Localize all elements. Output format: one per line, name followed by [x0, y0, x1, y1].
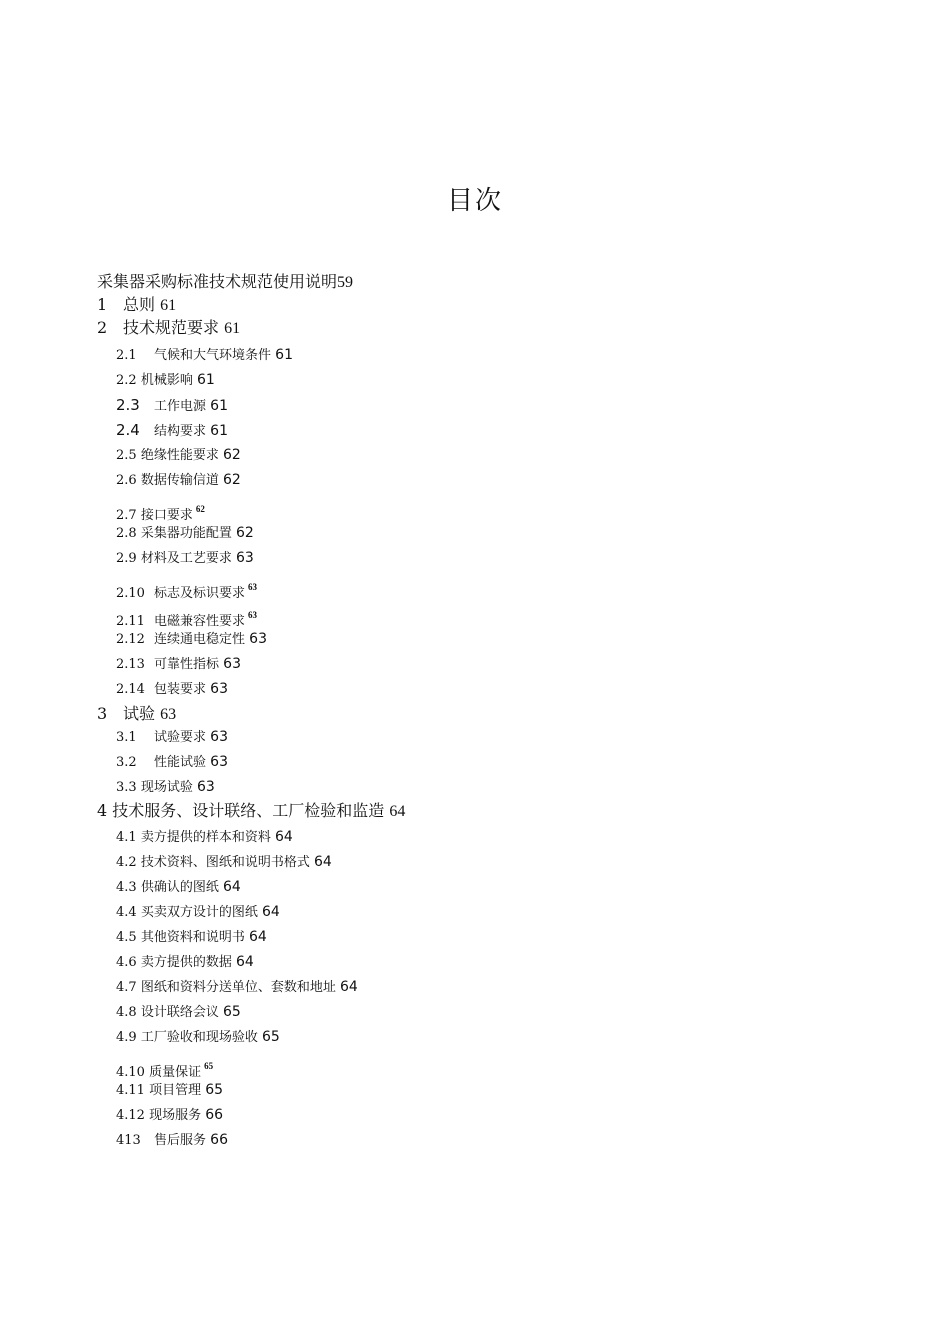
toc-entry-page: 62 [195, 504, 205, 514]
toc-entry-text: 接口要求 [140, 508, 193, 523]
toc-entry-4-5[interactable] [97, 925, 857, 950]
toc-entry-3-1[interactable] [97, 725, 857, 750]
toc-entry-text: 卖方提供的数据 [140, 955, 232, 970]
toc-entry-4-11[interactable] [97, 1078, 857, 1103]
toc-entry-page: 63 [210, 681, 228, 697]
toc-entry-number: 4.7 [116, 980, 137, 995]
toc-entry-2-12[interactable] [97, 627, 857, 652]
toc-entry-number: 2.5 [116, 448, 137, 463]
toc-entry-text: 供确认的图纸 [140, 880, 219, 895]
toc-entry-4-9[interactable] [97, 1025, 857, 1050]
toc-entry-text: 总则 [123, 295, 156, 314]
toc-entry-2-4[interactable] [97, 418, 857, 443]
toc-entry-page: 64 [235, 954, 254, 970]
toc-entry-number: 2.10 [116, 586, 145, 601]
toc-entry-4-12[interactable] [97, 1103, 857, 1128]
toc-entry-text: 技术服务、设计联络、工厂检验和监造 [112, 801, 385, 820]
toc-entry-intro[interactable] [97, 270, 857, 293]
toc-entry-number: 2.2 [116, 373, 137, 388]
toc-entry-text: 设计联络会议 [140, 1005, 219, 1020]
toc-entry-page: 64 [313, 854, 332, 870]
toc-entry-4-2[interactable] [97, 850, 857, 875]
toc-entry-number: 4.12 [116, 1108, 145, 1123]
toc-entry-number: 2.9 [116, 551, 137, 566]
toc-entry-page: 64 [248, 929, 267, 945]
toc-entry-page: 63 [235, 550, 254, 566]
toc-entry-text: 售后服务 [154, 1133, 207, 1148]
toc-entry-text: 试验 [123, 704, 156, 723]
toc-entry-page: 62 [222, 447, 241, 463]
toc-entry-number: 3 [97, 704, 108, 723]
toc-entry-4-7[interactable] [97, 975, 857, 1000]
toc-entry-page: 66 [205, 1107, 224, 1123]
toc-entry-2-5[interactable] [97, 443, 857, 468]
toc-entry-page: 63 [210, 754, 228, 770]
toc-entry-text: 试验要求 [154, 730, 207, 745]
toc-entry-page: 64 [389, 803, 406, 820]
toc-entry-number: 4.2 [116, 855, 137, 870]
toc-entry-text: 质量保证 [149, 1065, 202, 1080]
toc-entry-text: 项目管理 [149, 1083, 202, 1098]
toc-entry-number: 2.1 [116, 348, 137, 363]
toc-entry-2-7[interactable] [97, 493, 857, 521]
toc-entry-page: 64 [274, 829, 293, 845]
toc-entry-2-3[interactable] [97, 393, 857, 418]
toc-entry-text: 性能试验 [154, 755, 207, 770]
toc-entry-text: 工作电源 [154, 399, 207, 414]
toc-entry-page: 64 [261, 904, 280, 920]
toc-entry-text: 连续通电稳定性 [154, 632, 246, 647]
toc-entry-page: 59 [337, 274, 354, 291]
toc-entry-page: 61 [210, 423, 228, 439]
toc-entry-number: 2.11 [116, 614, 145, 629]
toc-entry-number: 2.14 [116, 682, 145, 697]
toc-entry-4-6[interactable] [97, 950, 857, 975]
toc-entry-text: 工厂验收和现场验收 [140, 1030, 258, 1045]
toc-entry-2-2[interactable] [97, 368, 857, 393]
toc-entry-page: 62 [235, 525, 254, 541]
toc-entry-4-8[interactable] [97, 1000, 857, 1025]
toc-entry-number: 413 [116, 1133, 141, 1148]
toc-entry-number: 4.5 [116, 930, 137, 945]
toc-entry-text: 卖方提供的样本和资料 [140, 830, 271, 845]
toc-entry-page: 61 [196, 372, 215, 388]
toc-entry-number: 2.3 [116, 396, 140, 414]
toc-entry-number: 2 [97, 318, 108, 337]
toc-entry-text: 图纸和资料分送单位、套数和地址 [140, 980, 336, 995]
toc-entry-number: 2.6 [116, 473, 137, 488]
toc-entry-number: 4.6 [116, 955, 137, 970]
toc-entry-text: 电磁兼容性要求 [154, 614, 246, 629]
toc-entry-page: 61 [210, 398, 228, 414]
toc-entry-text: 其他资料和说明书 [140, 930, 245, 945]
toc-entry-number: 2.13 [116, 657, 145, 672]
toc-entry-4-10[interactable] [97, 1050, 857, 1078]
toc-entry-2-8[interactable] [97, 521, 857, 546]
toc-entry-number: 1 [97, 295, 108, 314]
toc-entry-page: 63 [210, 729, 228, 745]
toc-entry-number: 4.10 [116, 1065, 145, 1080]
toc-entry-2-13[interactable] [97, 652, 857, 677]
toc-entry-page: 62 [222, 472, 241, 488]
toc-entry-text: 买卖双方设计的图纸 [140, 905, 258, 920]
toc-entry-2-6[interactable] [97, 468, 857, 493]
toc-entry-text: 标志及标识要求 [154, 586, 246, 601]
toc-entry-page: 65 [204, 1061, 214, 1071]
toc-entry-page: 61 [224, 320, 241, 337]
toc-entry-2-11[interactable] [97, 599, 857, 627]
table-of-contents [97, 270, 857, 1153]
toc-entry-number: 3.1 [116, 730, 137, 745]
toc-entry-text: 气候和大气环境条件 [154, 348, 272, 363]
toc-entry-number: 3.3 [116, 780, 137, 795]
toc-entry-page: 61 [275, 347, 293, 363]
toc-entry-number: 3.2 [116, 755, 137, 770]
toc-entry-4-1[interactable] [97, 825, 857, 850]
toc-entry-page: 66 [210, 1132, 228, 1148]
toc-entry-number: 4.1 [116, 830, 137, 845]
toc-entry-text: 数据传输信道 [140, 473, 219, 488]
toc-entry-text: 结构要求 [154, 424, 207, 439]
toc-entry-page: 63 [248, 610, 258, 620]
toc-entry-text: 现场试验 [140, 780, 193, 795]
toc-entry-text: 技术规范要求 [123, 318, 220, 337]
toc-entry-page: 63 [160, 706, 177, 723]
toc-entry-text: 采集器功能配置 [140, 526, 232, 541]
toc-entry-2-10[interactable] [97, 571, 857, 599]
toc-entry-number: 4.11 [116, 1083, 145, 1098]
toc-entry-3-3[interactable] [97, 775, 857, 800]
toc-entry-text: 技术资料、图纸和说明书格式 [140, 855, 310, 870]
toc-title: 目次 [446, 186, 503, 216]
toc-entry-page: 64 [339, 979, 358, 995]
toc-entry-text: 绝缘性能要求 [140, 448, 219, 463]
toc-entry-2-1[interactable] [97, 343, 857, 368]
toc-entry-number: 2.12 [116, 632, 145, 647]
toc-entry-page: 64 [222, 879, 241, 895]
toc-entry-page: 63 [249, 631, 267, 647]
toc-entry-text: 材料及工艺要求 [140, 551, 232, 566]
toc-entry-number: 4.3 [116, 880, 137, 895]
toc-entry-number: 2.8 [116, 526, 137, 541]
toc-entry-page: 63 [223, 656, 241, 672]
toc-entry-page: 63 [196, 779, 215, 795]
toc-entry-text: 现场服务 [149, 1108, 202, 1123]
toc-entry-number: 4.4 [116, 905, 137, 920]
toc-entry-page: 65 [222, 1004, 241, 1020]
toc-entry-number: 2.7 [116, 508, 137, 523]
toc-entry-2[interactable] [97, 316, 857, 343]
toc-entry-4-3[interactable] [97, 875, 857, 900]
toc-entry-1[interactable] [97, 293, 857, 316]
toc-entry-page: 65 [205, 1082, 224, 1098]
toc-entry-page: 63 [248, 582, 258, 592]
toc-entry-3-2[interactable] [97, 750, 857, 775]
toc-entry-text: 可靠性指标 [154, 657, 220, 672]
toc-entry-text: 采集器采购标准技术规范使用说明 [97, 272, 338, 291]
toc-entry-number: 4.9 [116, 1030, 137, 1045]
toc-entry-text: 机械影响 [140, 373, 193, 388]
toc-entry-2-14[interactable] [97, 677, 857, 702]
toc-entry-number: 4.8 [116, 1005, 137, 1020]
toc-entry-number: 2.4 [116, 421, 140, 439]
toc-entry-4[interactable] [97, 800, 857, 825]
toc-entry-text: 包装要求 [154, 682, 207, 697]
toc-entry-2-9[interactable] [97, 546, 857, 571]
toc-entry-3[interactable] [97, 702, 857, 725]
toc-entry-number: 4 [97, 801, 108, 820]
toc-entry-page: 61 [160, 297, 177, 314]
toc-entry-4-13[interactable] [97, 1128, 857, 1153]
toc-entry-page: 65 [261, 1029, 280, 1045]
toc-entry-4-4[interactable] [97, 900, 857, 925]
